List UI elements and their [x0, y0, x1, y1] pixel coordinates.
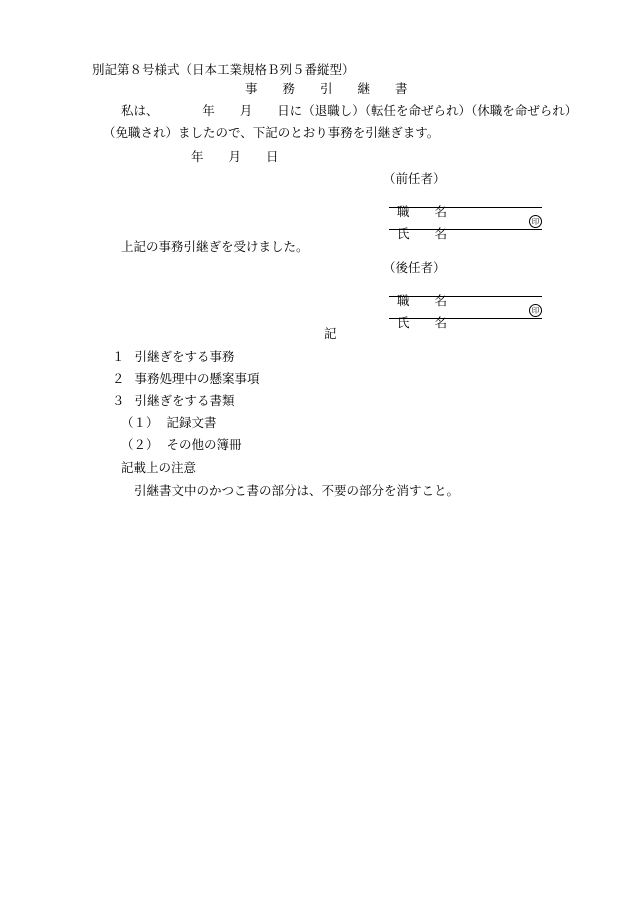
list-item-number: １ [112, 349, 125, 364]
predecessor-post-field [389, 191, 542, 219]
body-text-line-2: （免職され）ましたので、下記のとおり事務を引継ぎます。 [103, 125, 440, 140]
receipt-text: 上記の事務引継ぎを受けました。 [121, 239, 309, 254]
predecessor-seal-mark: 印 [529, 215, 542, 228]
successor-heading: （後任者） [383, 260, 446, 275]
document-title: 事 務 引 継 書 [245, 81, 408, 96]
list-item-text: 引継ぎをする書類 [134, 393, 235, 408]
predecessor-post-label: 職 名 [396, 204, 447, 219]
list-item [112, 350, 235, 364]
note-heading: 記載上の注意 [121, 460, 197, 475]
successor-seal-mark: 印 [529, 304, 542, 317]
successor-post-label: 職 名 [396, 293, 447, 308]
sub-list-item-number: （１） [121, 415, 159, 430]
list-item [112, 394, 235, 408]
sub-list-item [121, 416, 217, 430]
body-text-line-1: 私は、 年 月 日に（退職し）（転任を命ぜられ）（休職を命ぜられ） [121, 103, 578, 118]
sub-list-item [121, 438, 242, 452]
note-text: 引継書文中のかつこ書の部分は、不要の部分を消すこと。 [134, 483, 460, 498]
sub-list-item-number: （２） [121, 437, 159, 452]
sub-list-item-text: 記録文書 [166, 415, 217, 430]
list-item-number: ３ [112, 393, 125, 408]
predecessor-name-label: 氏 名 [396, 226, 447, 241]
successor-name-label: 氏 名 [396, 315, 447, 330]
ki-heading: 記 [324, 326, 337, 341]
list-item-text: 引継ぎをする事務 [134, 349, 235, 364]
list-item [112, 372, 260, 386]
list-item-text: 事務処理中の懸案事項 [134, 371, 260, 386]
list-item-number: ２ [112, 371, 125, 386]
predecessor-heading: （前任者） [383, 171, 446, 186]
date-line: 年 月 日 [191, 149, 279, 164]
sub-list-item-text: その他の簿冊 [166, 437, 242, 452]
form-label: 別記第８号様式（日本工業規格Ｂ列５番縦型） [92, 62, 355, 77]
successor-post-field [389, 280, 542, 308]
predecessor-name-field [389, 213, 542, 241]
successor-name-field [389, 302, 542, 330]
